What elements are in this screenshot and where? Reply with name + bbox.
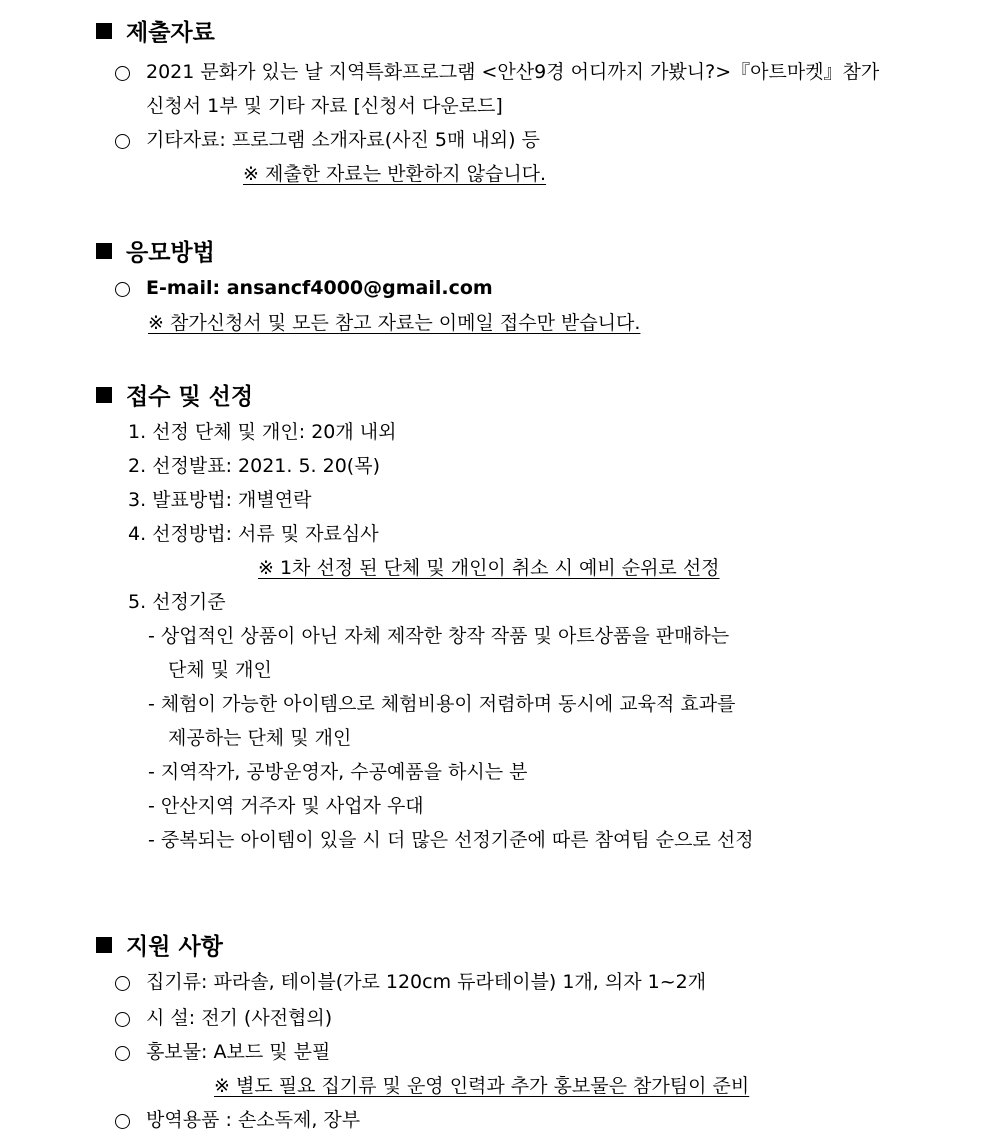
circle-bullet-icon [115,1012,130,1027]
submission-note: ※ 제출한 자료는 반환하지 않습니다. [243,163,547,185]
email-line: E-mail: ansancf4000@gmail.com [146,277,493,299]
circle-bullet-icon [115,66,130,81]
criteria-item-2: - 체험이 가능한 아이템으로 체험비용이 저렴하며 동시에 교육적 효과를 [148,693,736,715]
circle-bullet-icon [115,282,130,297]
selection-item-4: 4. 선정방법: 서류 및 자료심사 [128,523,379,545]
submission-item-2: 기타자료: 프로그램 소개자료(사진 5매 내외) 등 [146,129,540,151]
support-note: ※ 별도 필요 집기류 및 운영 인력과 추가 홍보물은 참가팀이 준비 [214,1075,750,1097]
criteria-item-4: - 안산지역 거주자 및 사업자 우대 [148,795,424,817]
square-bullet-icon [96,937,112,953]
selection-item-1: 1. 선정 단체 및 개인: 20개 내외 [128,421,397,443]
square-bullet-icon [96,243,112,259]
circle-bullet-icon [115,134,130,149]
circle-bullet-icon [115,1046,130,1061]
criteria-item-1-cont: 단체 및 개인 [168,659,272,681]
selection-item-2: 2. 선정발표: 2021. 5. 20(목) [128,455,380,477]
circle-bullet-icon [115,1114,130,1129]
submission-item-1: 2021 문화가 있는 날 지역특화프로그램 <안산9경 어디까지 가봤니?>『아트마켓』참가 [146,61,880,83]
square-bullet-icon [96,387,112,403]
support-item-4: 방역용품 : 손소독제, 장부 [146,1109,361,1131]
criteria-item-2-cont: 제공하는 단체 및 개인 [168,727,352,749]
support-item-2: 시 설: 전기 (사전협의) [146,1007,333,1029]
criteria-item-3: - 지역작가, 공방운영자, 수공예품을 하시는 분 [148,761,528,783]
submission-item-1-cont: 신청서 1부 및 기타 자료 [신청서 다운로드] [146,95,503,117]
criteria-item-1: - 상업적인 상품이 아닌 자체 제작한 창작 작품 및 아트상품을 판매하는 [148,625,730,647]
support-item-3: 홍보물: A보드 및 분필 [146,1041,331,1063]
selection-item-5: 5. 선정기준 [128,591,226,613]
square-bullet-icon [96,23,112,39]
circle-bullet-icon [115,976,130,991]
selection-note: ※ 1차 선정 된 단체 및 개인이 취소 시 예비 순위로 선정 [258,557,720,579]
section-title-selection: 접수 및 선정 [96,378,253,411]
section-title-support: 지원 사항 [96,928,223,961]
criteria-item-5: - 중복되는 아이템이 있을 시 더 많은 선정기준에 따른 참여팀 순으로 선정 [148,829,754,851]
section-title-application: 응모방법 [96,234,215,267]
email-note: ※ 참가신청서 및 모든 참고 자료는 이메일 접수만 받습니다. [148,312,641,334]
selection-item-3: 3. 발표방법: 개별연락 [128,489,312,511]
section-title-submission: 제출자료 [96,14,215,47]
support-item-1: 집기류: 파라솔, 테이블(가로 120cm 듀라테이블) 1개, 의자 1~2개 [146,971,707,993]
